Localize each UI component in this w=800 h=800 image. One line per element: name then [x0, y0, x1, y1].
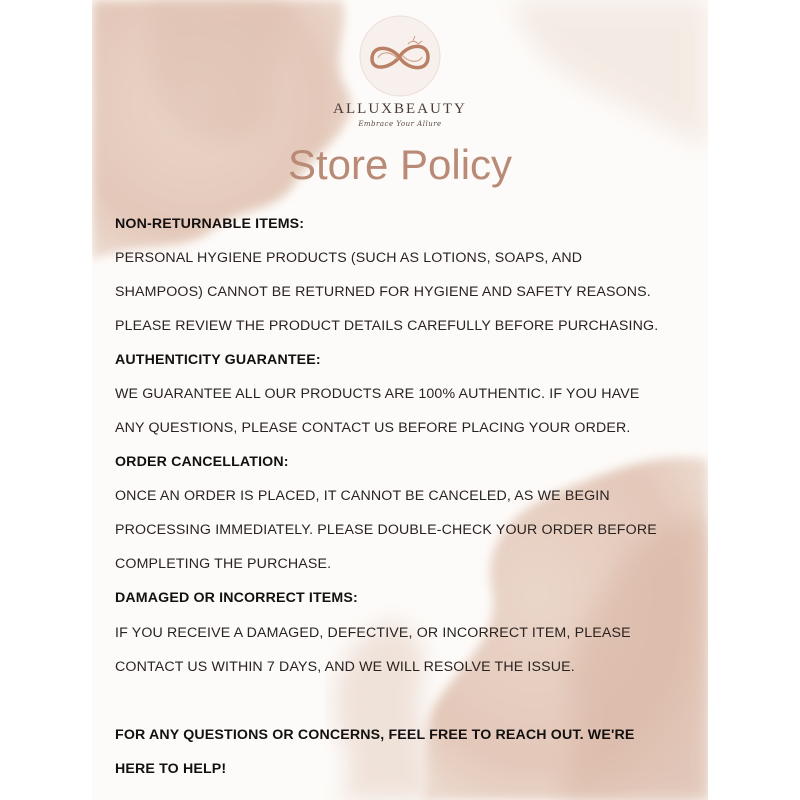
section-heading: ORDER CANCELLATION: [115, 454, 289, 470]
section-text: IF YOU RECEIVE A DAMAGED, DEFECTIVE, OR INCORRECT ITEM, PLEASE [115, 625, 631, 641]
section-text: CONTACT US WITHIN 7 DAYS, AND WE WILL RESOLVE THE ISSUE. [115, 659, 575, 675]
infinity-logo-icon [358, 14, 442, 98]
logo [92, 14, 708, 98]
brand-tagline: Embrace Your Allure [358, 120, 442, 128]
section-heading: AUTHENTICITY GUARANTEE: [115, 352, 321, 368]
section-text: ONCE AN ORDER IS PLACED, IT CANNOT BE CANCELED, AS WE BEGIN [115, 488, 610, 504]
closing-text: FOR ANY QUESTIONS OR CONCERNS, FEEL FREE TO REACH OUT. WE'RE [115, 727, 635, 743]
section-text: PERSONAL HYGIENE PRODUCTS (SUCH AS LOTIONS, SOAPS, AND [115, 250, 583, 266]
section-text: ANY QUESTIONS, PLEASE CONTACT US BEFORE PLACING YOUR ORDER. [115, 420, 631, 436]
section-text: WE GUARANTEE ALL OUR PRODUCTS ARE 100% AUTHENTIC. IF YOU HAVE [115, 386, 640, 402]
section-text: PLEASE REVIEW THE PRODUCT DETAILS CAREFULLY BEFORE PURCHASING. [115, 318, 659, 334]
policy-page [92, 0, 708, 800]
section-text: PROCESSING IMMEDIATELY. PLEASE DOUBLE-CHECK YOUR ORDER BEFORE [115, 522, 657, 538]
section-text: SHAMPOOS) CANNOT BE RETURNED FOR HYGIENE AND SAFETY REASONS. [115, 284, 651, 300]
section-heading: DAMAGED OR INCORRECT ITEMS: [115, 590, 358, 606]
section-text: COMPLETING THE PURCHASE. [115, 556, 332, 572]
closing-text: HERE TO HELP! [115, 761, 227, 777]
page-title: Store Policy [287, 141, 513, 188]
brand-name: ALLUXBEAUTY [333, 101, 467, 117]
section-heading: NON-RETURNABLE ITEMS: [115, 216, 305, 232]
